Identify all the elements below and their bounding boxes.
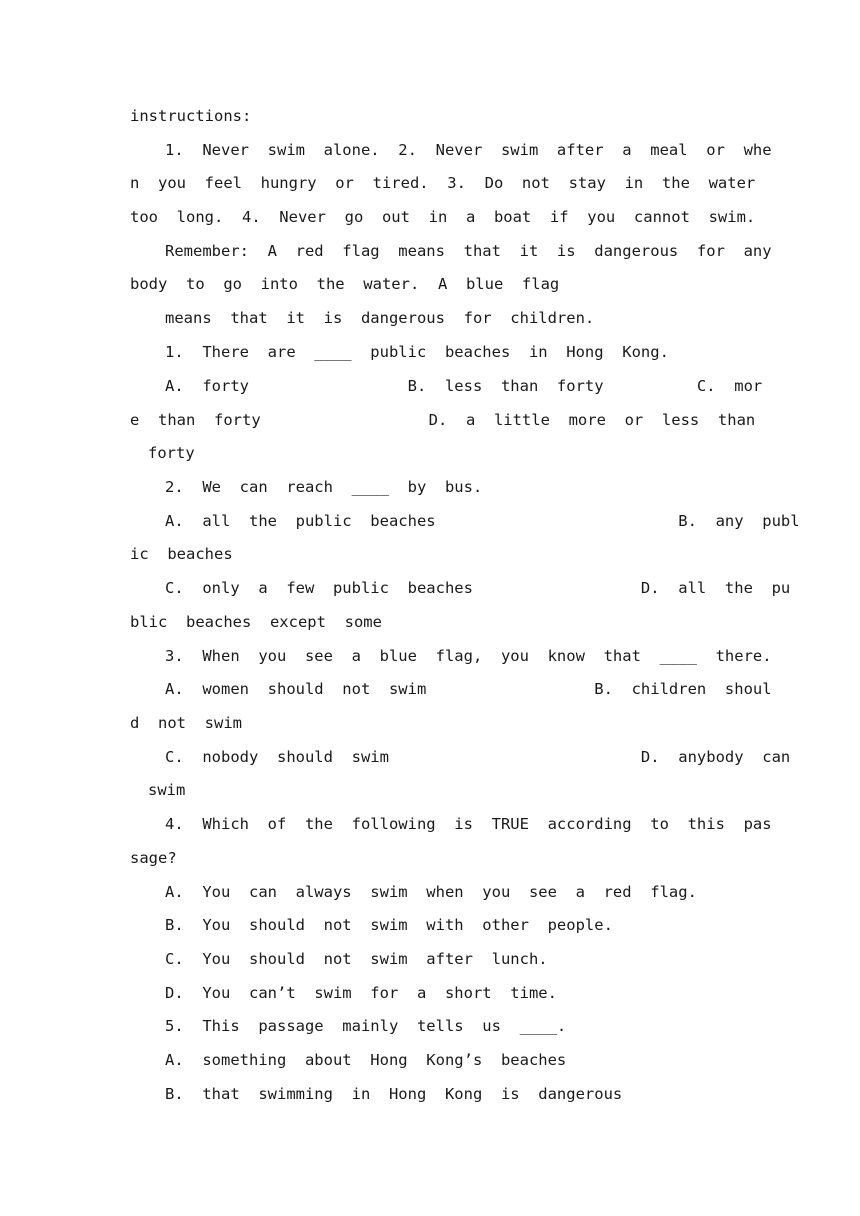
option-line: C. only a few public beaches D. all the pu <box>165 579 791 597</box>
question-3: 3. When you see a blue flag, you know that ____ there. <box>165 647 772 665</box>
option-line: A. women should not swim B. children shoul <box>165 680 772 698</box>
text-line: too long. 4. Never go out in a boat if you cannot swim. <box>130 208 756 226</box>
text-line: instructions: <box>130 107 252 125</box>
text-line: sage? <box>130 849 177 867</box>
option-line: A. all the public beaches B. any publ <box>165 512 800 530</box>
text-line: n you feel hungry or tired. 3. Do not stay in the water <box>130 174 756 192</box>
option-line: blic beaches except some <box>130 613 382 631</box>
question-5: 5. This passage mainly tells us ____. <box>165 1017 567 1035</box>
question-4: 4. Which of the following is TRUE according to this pas <box>165 815 772 833</box>
question-1: 1. There are ____ public beaches in Hong Kong. <box>165 343 669 361</box>
option-line: swim <box>148 781 186 799</box>
option-line: ic beaches <box>130 545 233 563</box>
option-line: D. You can’t swim for a short time. <box>165 984 557 1002</box>
text-line: body to go into the water. A blue flag <box>130 275 560 293</box>
option-line: e than forty D. a little more or less than <box>130 411 756 429</box>
option-line: B. that swimming in Hong Kong is dangerous <box>165 1085 623 1103</box>
option-line: C. nobody should swim D. anybody can <box>165 748 791 766</box>
option-line: A. something about Hong Kong’s beaches <box>165 1051 567 1069</box>
text-line: 1. Never swim alone. 2. Never swim after a meal or whe <box>165 141 772 159</box>
question-2: 2. We can reach ____ by bus. <box>165 478 483 496</box>
option-line: B. You should not swim with other people. <box>165 916 613 934</box>
option-line: forty <box>148 444 195 462</box>
text-line: Remember: A red flag means that it is dangerous for any <box>165 242 772 260</box>
text-line: means that it is dangerous for children. <box>165 309 595 327</box>
option-line: A. forty B. less than forty C. mor <box>165 377 763 395</box>
option-line: d not swim <box>130 714 242 732</box>
option-line: C. You should not swim after lunch. <box>165 950 548 968</box>
option-line: A. You can always swim when you see a red flag. <box>165 883 697 901</box>
